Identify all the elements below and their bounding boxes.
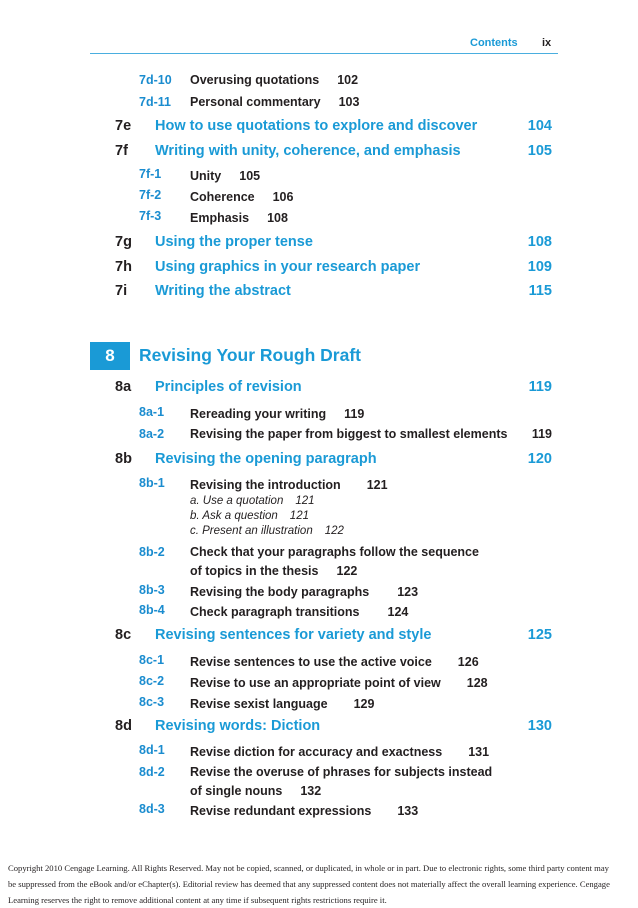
list-item[interactable] [190, 510, 309, 522]
toc-entry-text[interactable] [190, 782, 321, 800]
toc-entry-text[interactable] [190, 653, 479, 671]
entry-page: 119 [344, 407, 365, 421]
entry-title: Revise diction for accuracy and exactness [190, 745, 443, 759]
entry-id: 8c-1 [139, 653, 165, 667]
section-id: 7h [115, 259, 132, 275]
section-id: 7i [115, 283, 128, 299]
entry-title: Revise sexist language [190, 697, 328, 711]
running-header-label: Contents [470, 37, 518, 49]
entry-title: Revise sentences to use the active voice [190, 655, 432, 669]
toc-entry-text[interactable] [190, 476, 388, 494]
entry-title: Rereading your writing [190, 407, 327, 421]
section-page: 105 [527, 143, 552, 159]
entry-title: Revising the body paragraphs [190, 585, 370, 599]
entry-title: Unity [190, 169, 222, 183]
entry-page: 131 [468, 745, 490, 759]
entry-title-cont: of topics in the thesis [190, 564, 319, 578]
entry-title[interactable]: Revising the paper from biggest to smallest elements [190, 427, 508, 441]
toc-entry-text[interactable] [190, 188, 293, 206]
section-page: 119 [528, 379, 552, 395]
section-id: 8b [115, 451, 132, 467]
section-link[interactable]: Writing the abstract [155, 283, 291, 299]
entry-title: Revise redundant expressions [190, 804, 372, 818]
entry-title: Personal commentary [190, 95, 321, 109]
toc-entry-text[interactable] [190, 209, 288, 227]
item-text: c. Present an illustration [190, 525, 313, 537]
toc-entry-text[interactable] [190, 743, 489, 761]
entry-title: Emphasis [190, 211, 250, 225]
entry-id: 8d-2 [139, 765, 165, 779]
section-page: 130 [527, 718, 552, 734]
section-id: 8c [115, 627, 132, 643]
item-page: 122 [324, 525, 344, 537]
page-number: ix [542, 37, 552, 49]
entry-id: 8a-2 [139, 427, 165, 441]
section-link[interactable]: Writing with unity, coherence, and emphasis [155, 143, 461, 159]
entry-page: 123 [397, 585, 419, 599]
section-link[interactable]: Revising words: Diction [155, 718, 321, 734]
list-item[interactable] [190, 525, 344, 537]
entry-page: 119 [531, 427, 552, 441]
section-page: 108 [527, 234, 552, 250]
toc-entry-text[interactable] [190, 71, 358, 89]
section-link[interactable]: How to use quotations to explore and discover [155, 118, 478, 134]
item-page: 121 [289, 510, 309, 522]
entry-page: 122 [336, 564, 358, 578]
entry-title: Revising the introduction [190, 478, 341, 492]
section-id: 7f [115, 143, 128, 159]
item-page: 121 [295, 495, 315, 507]
entry-id: 8c-3 [139, 695, 165, 709]
entry-page: 128 [466, 676, 488, 690]
entry-page: 121 [366, 478, 388, 492]
entry-title[interactable]: Revise the overuse of phrases for subjects instead [190, 765, 493, 779]
entry-title: Coherence [190, 190, 255, 204]
entry-title: Overusing quotations [190, 73, 320, 87]
toc-entry-text[interactable] [190, 583, 418, 601]
section-id: 7g [115, 234, 132, 250]
section-link[interactable]: Revising sentences for variety and style [155, 627, 432, 643]
entry-title: Check paragraph transitions [190, 605, 360, 619]
entry-page: 129 [353, 697, 375, 711]
entry-title-cont: of single nouns [190, 784, 283, 798]
entry-id: 7f-1 [139, 167, 162, 181]
entry-page: 103 [338, 95, 360, 109]
section-page: 115 [528, 283, 552, 299]
entry-id: 8a-1 [139, 405, 165, 419]
section-link[interactable]: Revising the opening paragraph [155, 451, 377, 467]
toc-entry-text[interactable] [190, 603, 408, 621]
toc-entry-text[interactable] [190, 167, 260, 185]
section-id: 8d [115, 718, 132, 734]
entry-id: 8c-2 [139, 674, 165, 688]
item-text: b. Ask a question [190, 510, 278, 522]
section-page: 120 [527, 451, 552, 467]
entry-page: 102 [337, 73, 359, 87]
header-rule [90, 53, 558, 54]
entry-page: 106 [272, 190, 294, 204]
section-id: 7e [115, 118, 132, 134]
section-link[interactable]: Using graphics in your research paper [155, 259, 421, 275]
section-page: 125 [527, 627, 552, 643]
toc-entry-text[interactable] [190, 93, 359, 111]
entry-id: 8d-1 [139, 743, 165, 757]
toc-entry-text[interactable] [190, 405, 364, 423]
entry-title: Revise to use an appropriate point of view [190, 676, 441, 690]
entry-page: 124 [387, 605, 409, 619]
section-link[interactable]: Principles of revision [155, 379, 302, 395]
entry-id: 8b-3 [139, 583, 165, 597]
entry-page: 133 [397, 804, 419, 818]
chapter-number: 8 [105, 346, 115, 365]
entry-id: 7f-2 [139, 188, 162, 202]
toc-entry-text[interactable] [190, 802, 418, 820]
chapter-title[interactable]: Revising Your Rough Draft [139, 345, 362, 365]
list-item[interactable] [190, 495, 315, 507]
entry-page: 105 [239, 169, 261, 183]
entry-page: 126 [457, 655, 479, 669]
entry-id: 7d-11 [139, 95, 171, 109]
toc-entry[interactable] [139, 71, 172, 89]
entry-id: 8d-3 [139, 802, 165, 816]
toc-entry[interactable] [139, 93, 171, 111]
entry-id: 8b-2 [139, 545, 165, 559]
toc-entry-text[interactable] [190, 695, 374, 713]
toc-entry-text[interactable] [190, 562, 357, 580]
section-page: 104 [527, 118, 552, 134]
item-text: a. Use a quotation [190, 495, 284, 507]
entry-id: 8b-4 [139, 603, 165, 617]
entry-id: 7d-10 [139, 73, 172, 87]
entry-page: 132 [300, 784, 322, 798]
entry-id: 8b-1 [139, 476, 165, 490]
entry-page: 108 [267, 211, 288, 225]
section-link[interactable]: Using the proper tense [155, 234, 313, 250]
section-page: 109 [527, 259, 552, 275]
copyright-notice: Copyright 2010 Cengage Learning. All Rights Reserved. May not be copied, scanned, or duplicated, in whole or in part. Due to electronic rights, some third party content may be suppressed from the eBook and/or eChapter(s). Editorial review has deemed that any suppressed content does not materially affect the overall learning experience. Cengage Learning reserves the right to remove additional content at any time if subsequent rights restrictions require it. [8, 863, 610, 905]
toc-entry-text[interactable] [190, 674, 488, 692]
entry-id: 7f-3 [139, 209, 162, 223]
entry-title[interactable]: Check that your paragraphs follow the sequence [190, 545, 479, 559]
section-id: 8a [115, 379, 132, 395]
